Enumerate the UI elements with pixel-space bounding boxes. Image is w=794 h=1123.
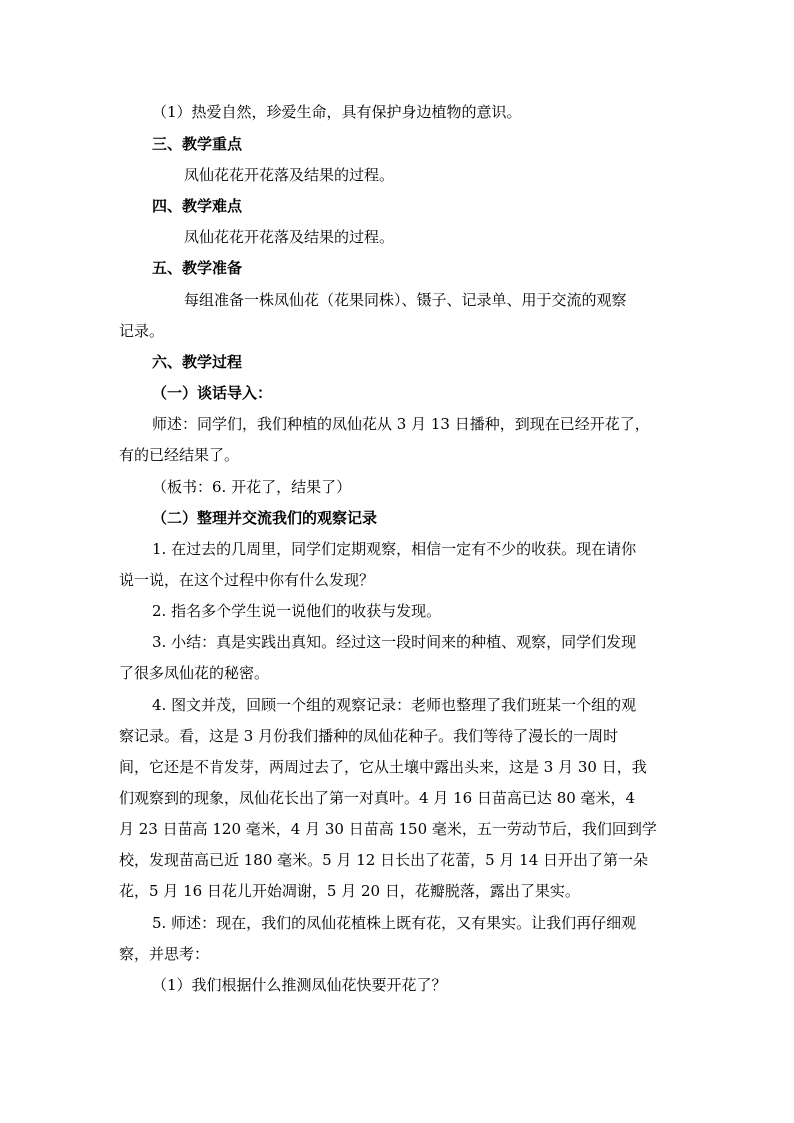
step-4-line-3: 间，它还是不肯发芽，两周过去了，它从土壤中露出头来，这是 3 月 30 日，我 <box>119 758 647 776</box>
preparation-text-line-2: 记录。 <box>119 322 165 340</box>
step-3-line-2: 了很多凤仙花的秘密。 <box>119 664 270 682</box>
step-1-line-1: 1. 在过去的几周里，同学们定期观察，相信一定有不少的收获。现在请你 <box>152 540 637 558</box>
section-heading-teaching-focus: 三、教学重点 <box>152 135 243 153</box>
step-4-line-7: 花，5 月 16 日花儿开始凋谢，5 月 20 日，花瓣脱落，露出了果实。 <box>119 882 580 900</box>
step-4-line-2: 察记录。看，这是 3 月份我们播种的凤仙花种子。我们等待了漫长的一周时 <box>119 727 619 745</box>
step-4-line-6: 校，发现苗高已近 180 毫米。5 月 12 日长出了花蕾，5 月 14 日开出了第一朵 <box>119 851 649 869</box>
section-heading-teaching-preparation: 五、教学准备 <box>152 259 243 277</box>
step-2-line: 2. 指名多个学生说一说他们的收获与发现。 <box>152 602 442 620</box>
teacher-statement-line-2: 有的已经结果了。 <box>119 446 240 464</box>
step-1-line-2: 说一说，在这个过程中你有什么发现？ <box>119 571 375 589</box>
step-5-line-2: 察，并思考： <box>119 945 210 963</box>
step-3-line-1: 3. 小结：真是实践出真知。经过这一段时间来的种植、观察，同学们发现 <box>152 633 637 651</box>
step-4-line-5: 月 23 日苗高 120 毫米，4 月 30 日苗高 150 毫米，五一劳动节后，我们回到学 <box>119 820 657 838</box>
subheading-observation-records: （二）整理并交流我们的观察记录 <box>152 509 378 527</box>
subheading-introduction: （一）谈话导入： <box>152 384 273 402</box>
step-5-line-1: 5. 师述：现在，我们的凤仙花植株上既有花，又有果实。让我们再仔细观 <box>152 914 637 932</box>
preparation-text-line-1: 每组准备一株凤仙花（花果同株）、镊子、记录单、用于交流的观察 <box>184 291 627 309</box>
section-heading-teaching-difficulty: 四、教学难点 <box>152 197 243 215</box>
step-4-line-4: 们观察到的现象，凤仙花长出了第一对真叶。4 月 16 日苗高已达 80 毫米，4 <box>119 789 636 807</box>
step-4-line-1: 4. 图文并茂，回顾一个组的观察记录：老师也整理了我们班某一个组的观 <box>152 696 637 714</box>
question-1-line: （1）我们根据什么推测凤仙花快要开花了？ <box>152 976 447 994</box>
teacher-statement-line-1: 师述：同学们，我们种植的凤仙花从 3 月 13 日播种，到现在已经开花了， <box>152 415 650 433</box>
section-heading-teaching-process: 六、教学过程 <box>152 353 243 371</box>
teaching-difficulty-text: 凤仙花花开花落及结果的过程。 <box>184 228 395 246</box>
objective-line: （1）热爱自然，珍爱生命，具有保护身边植物的意识。 <box>152 103 522 121</box>
board-writing-note: （板书：6. 开花了，结果了） <box>152 478 352 496</box>
teaching-focus-text: 凤仙花花开花落及结果的过程。 <box>184 166 395 184</box>
